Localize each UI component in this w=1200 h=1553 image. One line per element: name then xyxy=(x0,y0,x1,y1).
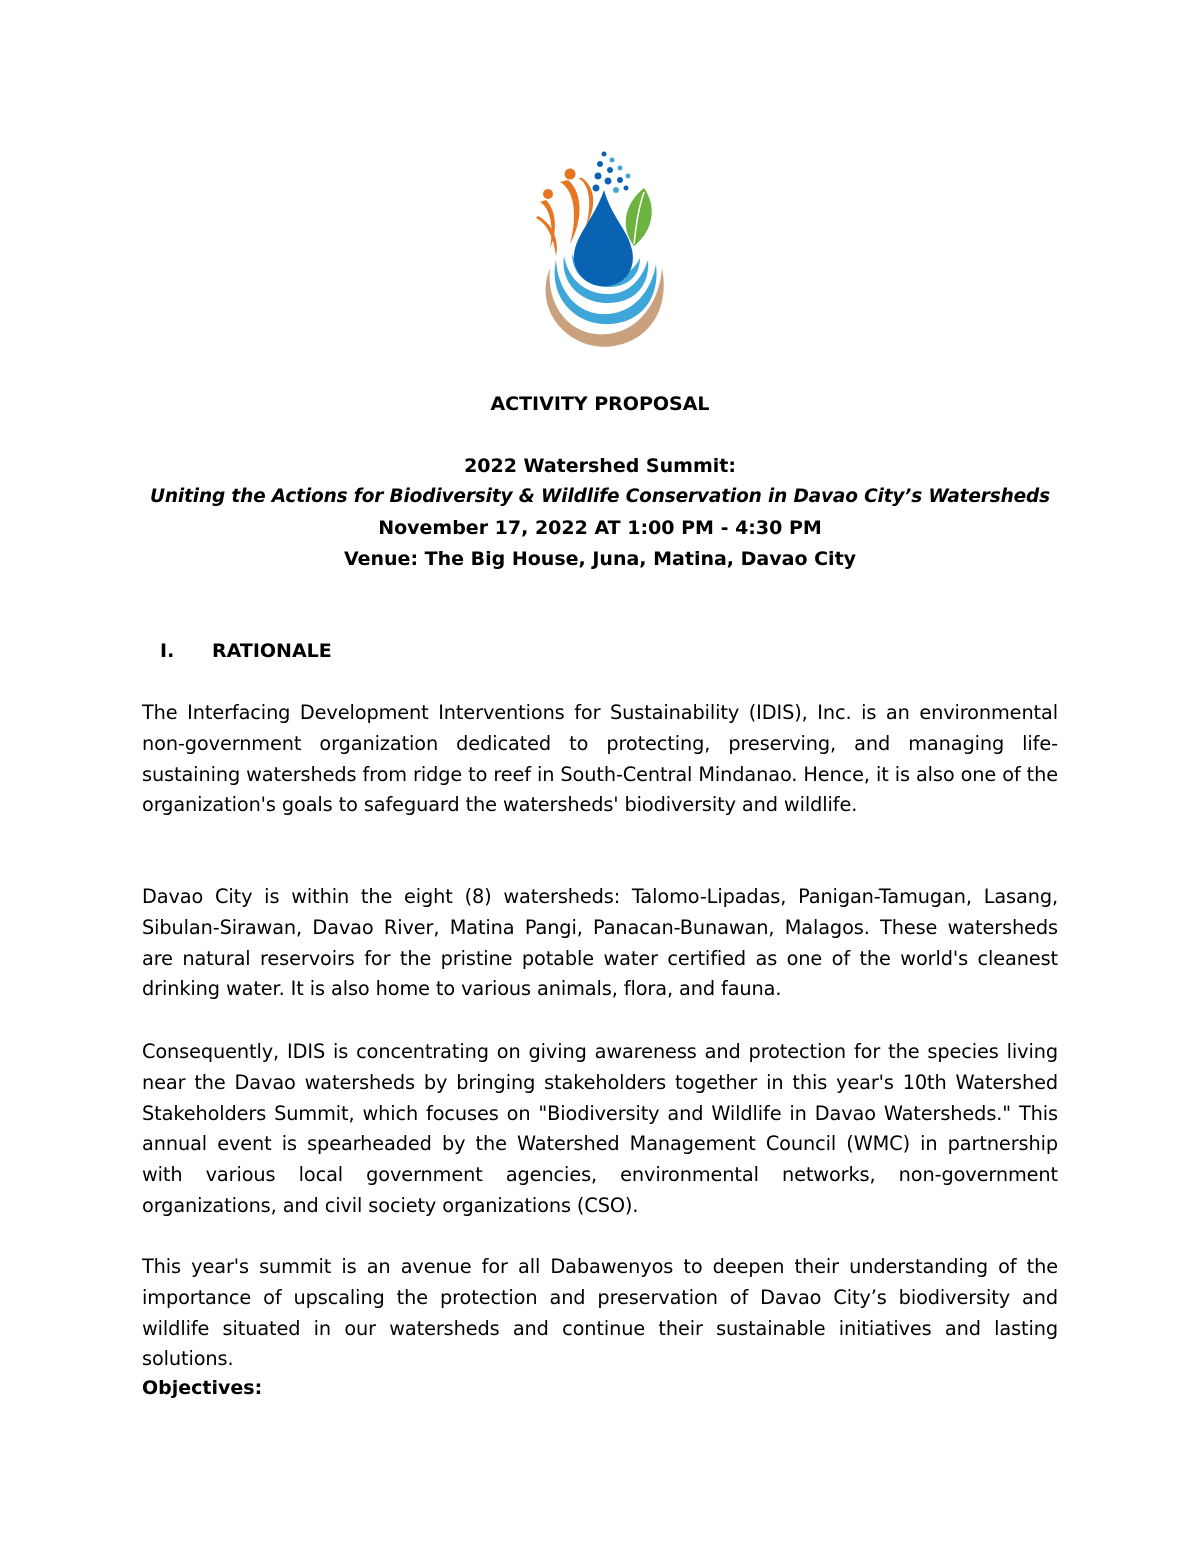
section-title: RATIONALE xyxy=(212,640,332,662)
event-date: November 17, 2022 AT 1:00 PM - 4:30 PM xyxy=(378,517,822,539)
event-title: 2022 Watershed Summit: xyxy=(464,455,736,477)
rationale-paragraph-4: This year's summit is an avenue for all Dabawenyos to deepen their understanding of the importance of upscaling the protection and preservation of Davao City’s biodiversity and wildlife situated in our watersheds and continue their sustainable initiatives and lasting solutions. xyxy=(142,1255,1058,1371)
watershed-logo-icon xyxy=(532,148,674,352)
event-subtitle: Uniting the Actions for Biodiversity & Wildlife Conservation in Davao City’s Watersheds xyxy=(150,486,1050,507)
document-title: ACTIVITY PROPOSAL xyxy=(490,393,710,415)
objectives-label: Objectives: xyxy=(142,1377,263,1399)
rationale-paragraph-2: Davao City is within the eight (8) watersheds: Talomo-Lipadas, Panigan-Tamugan, Lasang, Sibulan-Sirawan, Davao River, Matina Pangi, Panacan-Bunawan, Malagos. These watersheds are natural reservoirs for the pristine potable water certified as one of the world's cleanest drinking water. It is also home to various animals, flora, and fauna. xyxy=(142,885,1058,1001)
rationale-paragraph-1: The Interfacing Development Interventions for Sustainability (IDIS), Inc. is an environmental non-government organization dedicated to protecting, preserving, and managing life-sustaining watersheds from ridge to reef in South-Central Mindanao. Hence, it is also one of the organization's goals to safeguard the watersheds' biodiversity and wildlife. xyxy=(142,701,1058,817)
section-number: I. xyxy=(160,640,175,662)
section-heading xyxy=(160,640,332,662)
rationale-paragraph-3: Consequently, IDIS is concentrating on giving awareness and protection for the species living near the Davao watersheds by bringing stakeholders together in this year's 10th Watershed Stakeholders Summit, which focuses on "Biodiversity and Wildlife in Davao Watersheds." This annual event is spearheaded by the Watershed Management Council (WMC) in partnership with various local government agencies, environmental networks, non-government organizations, and civil society organizations (CSO). xyxy=(142,1040,1058,1217)
event-venue: Venue: The Big House, Juna, Matina, Davao City xyxy=(343,548,857,570)
